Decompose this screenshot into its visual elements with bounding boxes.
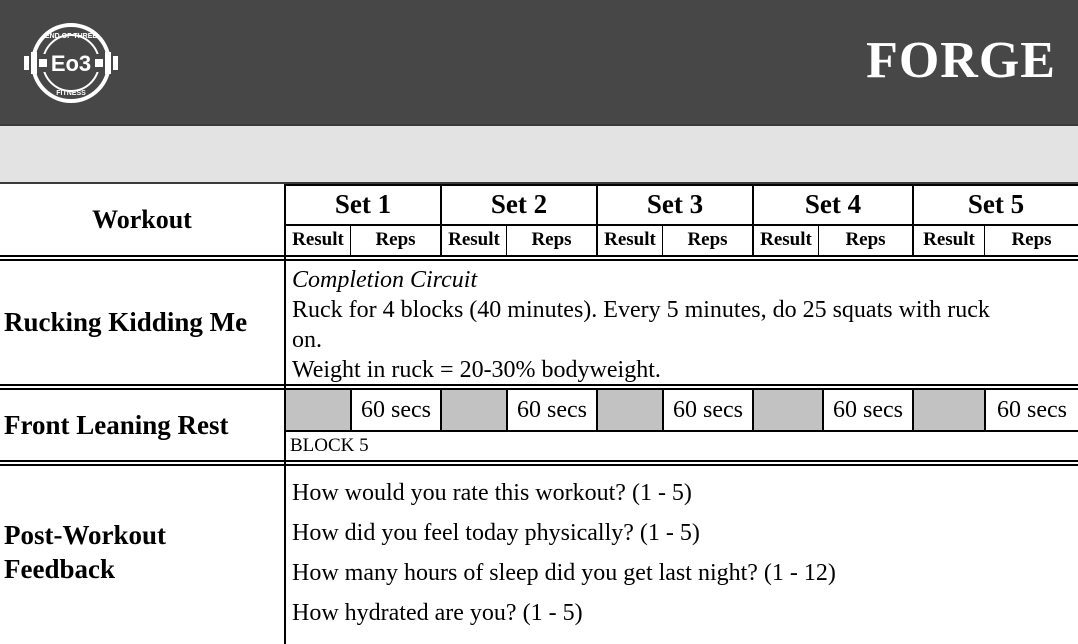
header-bar [0,0,1078,124]
reps-value: 60 secs [673,396,743,423]
feedback-question[interactable]: How did you feel today physically? (1 - 5) [292,520,700,546]
result-header: Result [760,229,812,250]
workout-description-line: on. [292,327,322,353]
reps-header: Reps [531,229,572,250]
feedback-title-line: Post-Workout [4,520,166,550]
result-header: Result [292,229,344,250]
brand-title: FORGE [866,32,1056,89]
reps-header: Reps [1011,229,1052,250]
set-header: Set 4 [804,188,862,219]
table-rule [0,464,1078,466]
block-label: BLOCK 5 [290,435,369,456]
reps-value: 60 secs [361,396,431,423]
set-header: Set 2 [490,188,548,219]
result-header: Result [923,229,975,250]
subheader-bar [0,124,1078,184]
result-input-set-1[interactable] [286,390,350,430]
result-input-set-3[interactable] [598,390,662,430]
logo-bottom-text: FITNESS [56,90,86,97]
set-header: Set 5 [967,188,1025,219]
set-header: Set 1 [334,188,392,219]
eo3-fitness-logo [22,22,120,104]
reps-value: 60 secs [997,396,1067,423]
reps-value: 60 secs [517,396,587,423]
workout-title-front-leaning-rest: Front Leaning Rest [4,409,229,440]
result-header: Result [604,229,656,250]
feedback-question[interactable]: How many hours of sleep did you get last night? (1 - 12) [292,560,836,586]
result-header: Result [448,229,500,250]
feedback-title-line: Feedback [4,554,115,584]
workout-description-line: Weight in ruck = 20-30% bodyweight. [292,357,661,383]
result-input-set-5[interactable] [914,390,984,430]
feedback-title [4,518,280,586]
reps-value: 60 secs [833,396,903,423]
reps-header: Reps [687,229,728,250]
workout-column-header: Workout [92,205,192,234]
feedback-question[interactable]: How would you rate this workout? (1 - 5) [292,480,692,506]
reps-header: Reps [375,229,416,250]
set-header: Set 3 [646,188,704,219]
result-input-set-4[interactable] [754,390,822,430]
workout-table [0,184,1078,644]
reps-header: Reps [845,229,886,250]
workout-description-line: Ruck for 4 blocks (40 minutes). Every 5 minutes, do 25 squats with ruck [292,297,990,323]
workout-subtitle: Completion Circuit [292,267,478,293]
table-rule [284,430,1078,432]
logo-main-text: Eo3 [50,51,92,76]
table-rule [0,460,1078,462]
feedback-question[interactable]: How hydrated are you? (1 - 5) [292,600,583,626]
result-input-set-2[interactable] [442,390,506,430]
workout-title-rucking: Rucking Kidding Me [4,307,248,337]
logo-top-text: END OF THREE [44,33,98,40]
